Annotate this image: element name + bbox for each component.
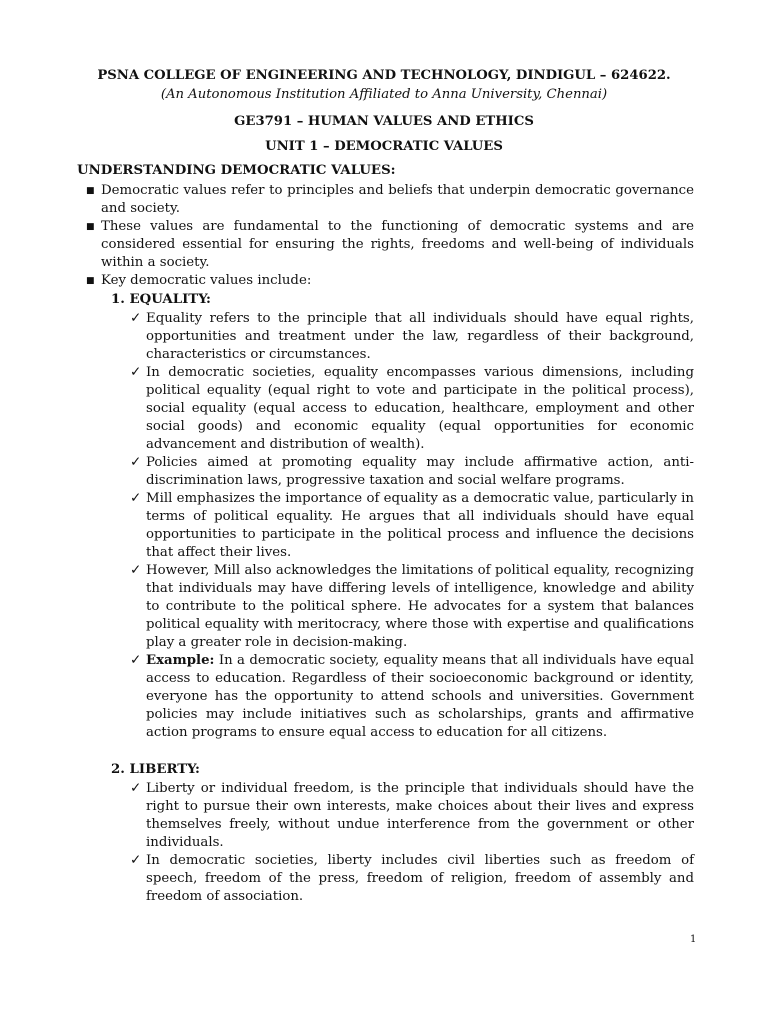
checkmark-icon: ✓ (130, 781, 142, 796)
checkmark-icon: ✓ (130, 563, 142, 578)
list-item: ✓ Mill emphasizes the importance of equality as a democratic value, particularly in terms of political equality. He argues that all individuals should have equal opportunities to participate in the political process and influence the decisions that affect their lives. (130, 491, 694, 560)
checkmark-icon: ✓ (130, 853, 142, 868)
equality-heading: 1. EQUALITY: (111, 292, 211, 307)
checkmark-icon: ✓ (130, 653, 142, 668)
college-title: PSNA COLLEGE OF ENGINEERING AND TECHNOLOGY, DINDIGUL – 624622. (97, 68, 671, 83)
list-item: ■ Key democratic values include: (86, 273, 312, 288)
list-item: ✓ Equality refers to the principle that all individuals should have equal rights, opportunities and treatment under the law, regardless of their background, characteristics or circumstances. (130, 311, 694, 362)
section-title: UNDERSTANDING DEMOCRATIC VALUES: (77, 163, 396, 178)
checkmark-icon: ✓ (130, 455, 142, 470)
square-bullet-icon: ■ (86, 276, 95, 286)
course-title: GE3791 – HUMAN VALUES AND ETHICS (234, 114, 534, 129)
unit-title: UNIT 1 – DEMOCRATIC VALUES (265, 139, 503, 154)
intro-bullet-list (86, 182, 694, 290)
list-item: ✓ Liberty or individual freedom, is the principle that individuals should have the right to pursue their own interests, make choices about their lives and express themselves freely, without undue interference from the government or other individuals. (130, 781, 694, 850)
affiliation-line: (An Autonomous Institution Affiliated to Anna University, Chennai) (160, 87, 608, 102)
checkmark-icon: ✓ (130, 311, 142, 326)
list-item: ✓ Policies aimed at promoting equality may include affirmative action, anti-discrimination laws, progressive taxation and social welfare programs. (130, 455, 694, 488)
square-bullet-icon: ■ (86, 222, 95, 232)
example-item (130, 652, 694, 742)
liberty-points (130, 780, 694, 906)
example-label: Example: (146, 653, 215, 668)
list-item: ■ Democratic values refer to principles and beliefs that underpin democratic governance and society. (86, 183, 694, 216)
list-item: ■ These values are fundamental to the functioning of democratic systems and are considered essential for ensuring the rights, freedoms and well-being of individuals within a society. (86, 219, 694, 270)
square-bullet-icon: ■ (86, 186, 95, 196)
equality-points (130, 310, 694, 742)
list-item: ✓ In democratic societies, equality encompasses various dimensions, including political equality (equal right to vote and participate in the political process), social equality (equal access to education, healthcare, employment and other social goods) and economic equality (equal opportunities for economic advancement and distribution of wealth). (130, 365, 694, 452)
checkmark-icon: ✓ (130, 365, 142, 380)
list-item: ✓ However, Mill also acknowledges the limitations of political equality, recognizing that individuals may have differing levels of intelligence, knowledge and ability to contribute to the political sphere. He advocates for a system that balances political equality with meritocracy, where those with expertise and qualifications play a greater role in decision-making. (130, 563, 694, 650)
page-number: 1 (690, 934, 697, 945)
liberty-heading: 2. LIBERTY: (111, 762, 200, 777)
list-item: ✓ In democratic societies, liberty includes civil liberties such as freedom of speech, freedom of the press, freedom of religion, freedom of assembly and freedom of association. (130, 853, 694, 904)
checkmark-icon: ✓ (130, 491, 142, 506)
example-text: In a democratic society, equality means that all individuals have equal access to education. Regardless of their socioeconomic background or identity, everyone has the opportunity to attend schools and universities. Government policies may include initiatives such as scholarships, grants and affirmative action programs to ensure equal access to education for all citizens. (146, 653, 694, 740)
